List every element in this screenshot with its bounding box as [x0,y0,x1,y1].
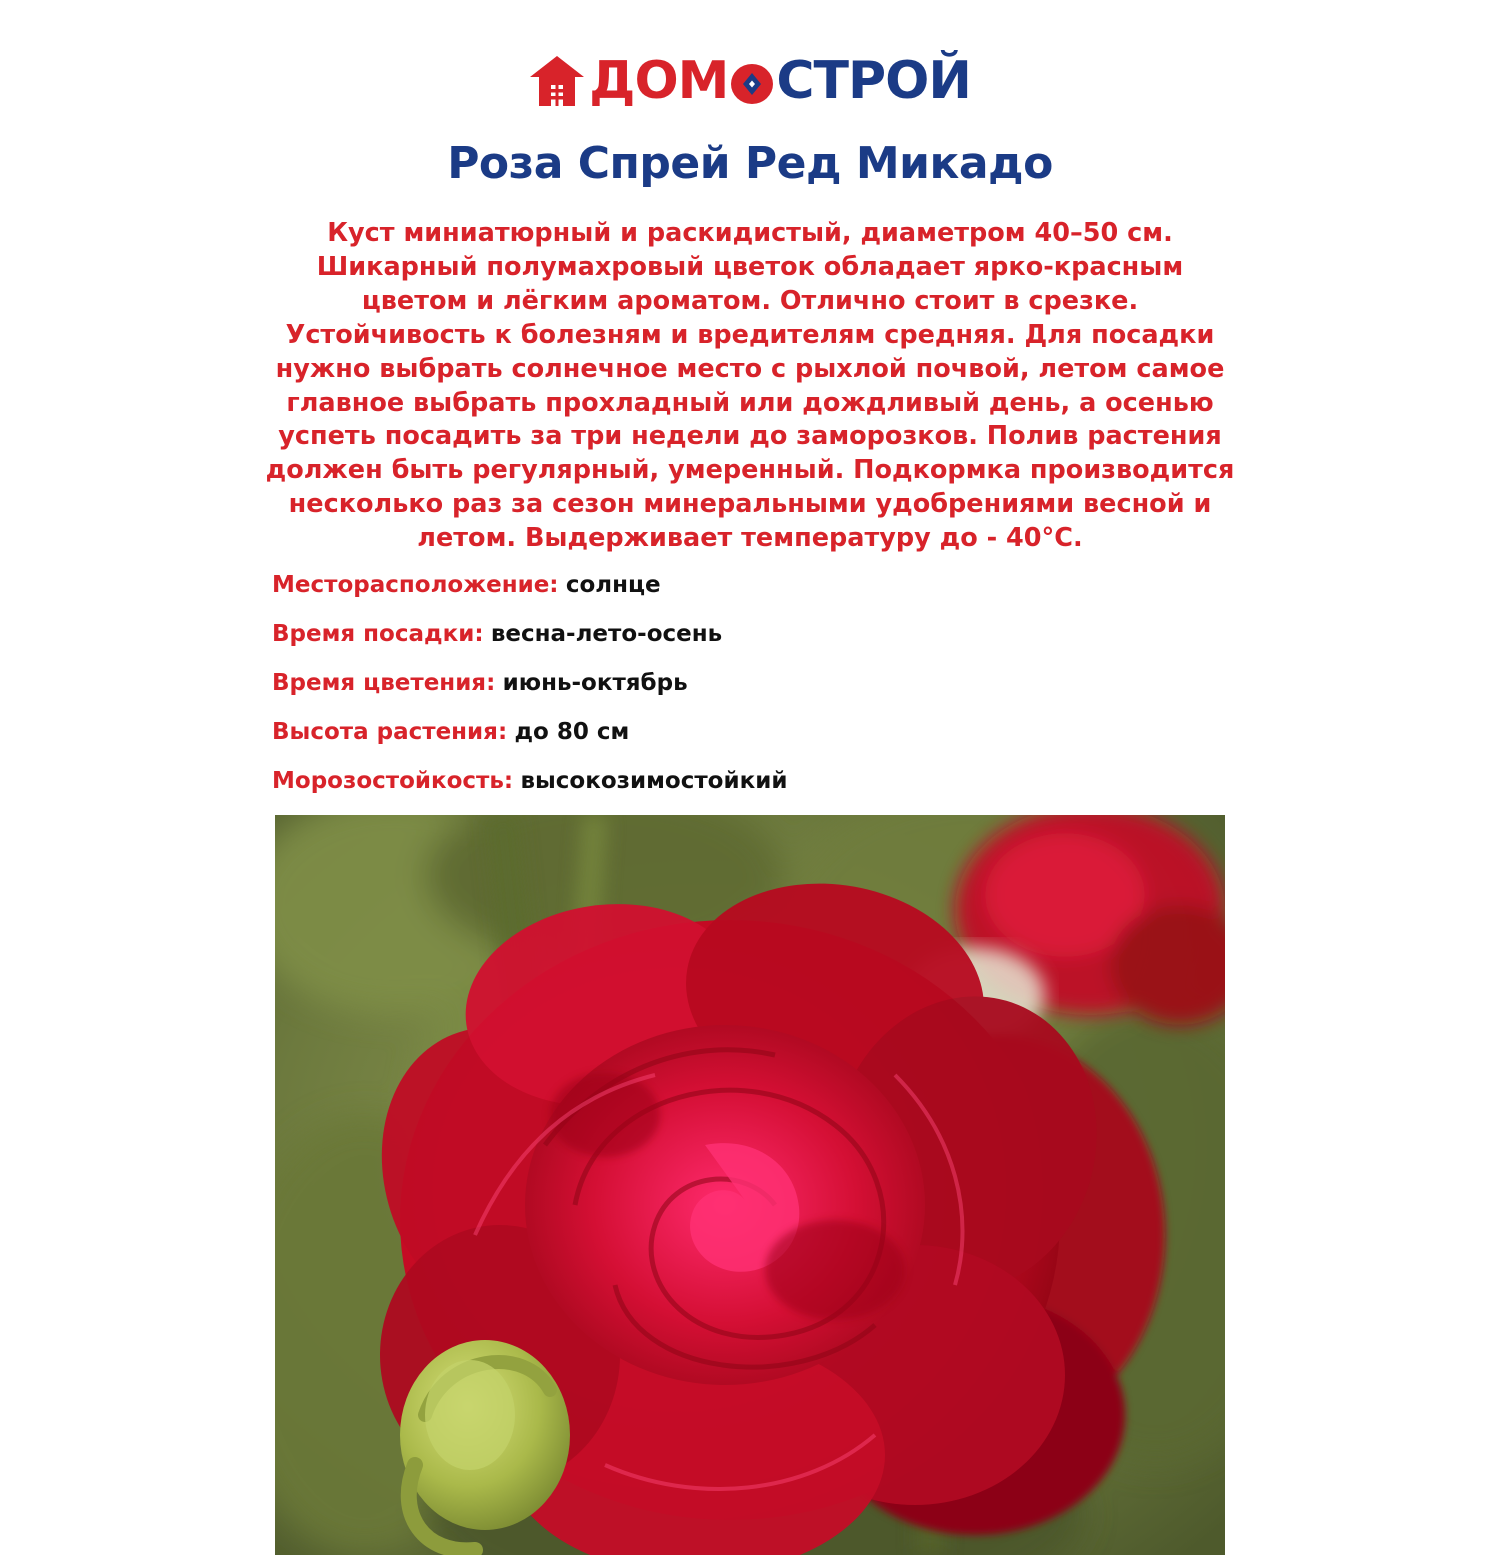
brand-logo [0,0,1500,112]
spec-row [260,570,1240,601]
spec-row [260,619,1240,650]
spec-value: июнь-октябрь [502,670,688,697]
house-icon [529,53,585,109]
spec-label: Месторасположение: [272,572,559,599]
spec-label: Время посадки: [272,621,484,648]
spec-value: солнце [565,572,661,599]
spec-row [260,766,1240,797]
spec-row [260,717,1240,748]
oval-logo-icon [730,62,774,106]
spec-label: Высота растения: [272,719,508,746]
spec-label: Время цветения: [272,670,496,697]
spec-label: Морозостойкость: [272,768,514,795]
brand-name-second: СТРОЙ [776,51,971,111]
spec-value: до 80 см [514,719,630,746]
brand-name-first: ДОМ [589,51,729,111]
rose-photo [275,815,1225,1555]
spec-list [260,570,1240,797]
spec-value: весна-лето-осень [490,621,723,648]
page-title: Роза Спрей Ред Микадо [447,138,1053,189]
spec-row [260,668,1240,699]
spec-value: высокозимостойкий [520,768,788,795]
product-description: Куст миниатюрный и раскидистый, диаметром 40–50 см. Шикарный полумахровый цветок обладает ярко-красным цветом и лёгким ароматом. Отлично стоит в срезке. Устойчивость к болезням и вредителям средняя. Для посадки нужно выбрать солнечное место с рыхлой почвой, летом самое главное выбрать прохладный или дождливый день, а осенью успеть посадить за три недели до заморозков. Полив растения должен быть регулярный, умеренный. Подкормка производится несколько раз за сезон минеральными удобрениями весной и летом. Выдерживает температуру до - 40°C. [265,218,1235,554]
